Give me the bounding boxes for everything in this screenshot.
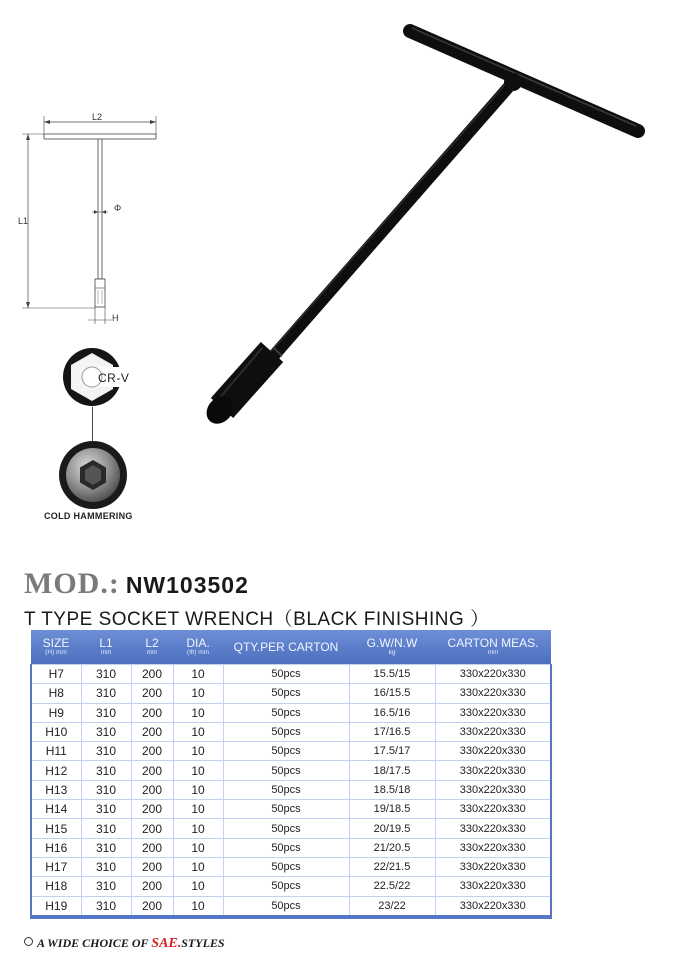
cell-carton-meas: 330x220x330 bbox=[435, 896, 551, 917]
table-row bbox=[31, 838, 551, 857]
cell-size: H8 bbox=[31, 684, 81, 703]
cell-l1: 310 bbox=[81, 857, 131, 876]
header-weight bbox=[349, 630, 435, 665]
cell-l2: 200 bbox=[131, 703, 173, 722]
cell-dia: 10 bbox=[173, 896, 223, 917]
cell-size: H9 bbox=[31, 703, 81, 722]
cell-l2: 200 bbox=[131, 896, 173, 917]
table-row bbox=[31, 665, 551, 684]
cold-hammering-badge bbox=[58, 440, 128, 510]
cell-size: H15 bbox=[31, 819, 81, 838]
cell-qty: 50pcs bbox=[223, 684, 349, 703]
circle-bullet-icon bbox=[24, 937, 33, 946]
cell-weight: 18.5/18 bbox=[349, 780, 435, 799]
table-row bbox=[31, 761, 551, 780]
cell-weight: 20/19.5 bbox=[349, 819, 435, 838]
cell-carton-meas: 330x220x330 bbox=[435, 838, 551, 857]
footer-highlight: SAE. bbox=[151, 936, 182, 951]
cell-l2: 200 bbox=[131, 819, 173, 838]
spec-table bbox=[30, 630, 552, 919]
table-row bbox=[31, 742, 551, 761]
table-row bbox=[31, 819, 551, 838]
header-size bbox=[31, 630, 81, 665]
cell-dia: 10 bbox=[173, 877, 223, 896]
cell-l1: 310 bbox=[81, 896, 131, 917]
cell-l1: 310 bbox=[81, 742, 131, 761]
header-qty bbox=[223, 630, 349, 665]
cell-dia: 10 bbox=[173, 800, 223, 819]
product-title: T TYPE SOCKET WRENCH（BLACK FINISHING ） bbox=[24, 609, 490, 630]
cell-l1: 310 bbox=[81, 665, 131, 684]
header-label: L1 bbox=[99, 636, 113, 650]
header-unit: (Φ) mm bbox=[186, 649, 210, 656]
cell-carton-meas: 330x220x330 bbox=[435, 800, 551, 819]
header-label: SIZE bbox=[42, 636, 70, 650]
table-row bbox=[31, 703, 551, 722]
cell-l2: 200 bbox=[131, 722, 173, 741]
cell-dia: 10 bbox=[173, 722, 223, 741]
cell-l2: 200 bbox=[131, 857, 173, 876]
header-label: L2 bbox=[145, 636, 159, 650]
header-label: QTY.PER CARTON bbox=[233, 640, 339, 654]
table-row bbox=[31, 896, 551, 917]
cell-size: H17 bbox=[31, 857, 81, 876]
cell-qty: 50pcs bbox=[223, 665, 349, 684]
cell-weight: 17.5/17 bbox=[349, 742, 435, 761]
cell-l2: 200 bbox=[131, 838, 173, 857]
header-label: CARTON MEAS. bbox=[447, 636, 539, 650]
cell-size: H19 bbox=[31, 896, 81, 917]
cell-size: H12 bbox=[31, 761, 81, 780]
header-l2 bbox=[131, 630, 173, 665]
header-unit: (H) mm bbox=[45, 649, 67, 656]
cell-qty: 50pcs bbox=[223, 877, 349, 896]
table-row bbox=[31, 877, 551, 896]
spec-table-body bbox=[31, 665, 551, 917]
footer-prefix: A WIDE CHOICE OF bbox=[37, 936, 152, 950]
cell-dia: 10 bbox=[173, 819, 223, 838]
label-h: H bbox=[112, 313, 119, 323]
cell-carton-meas: 330x220x330 bbox=[435, 857, 551, 876]
cell-qty: 50pcs bbox=[223, 896, 349, 917]
cell-dia: 10 bbox=[173, 857, 223, 876]
product-image bbox=[200, 20, 660, 430]
cell-qty: 50pcs bbox=[223, 838, 349, 857]
table-row bbox=[31, 780, 551, 799]
cell-l1: 310 bbox=[81, 703, 131, 722]
cell-carton-meas: 330x220x330 bbox=[435, 665, 551, 684]
cell-weight: 16/15.5 bbox=[349, 684, 435, 703]
cell-dia: 10 bbox=[173, 665, 223, 684]
cell-size: H13 bbox=[31, 780, 81, 799]
cell-carton-meas: 330x220x330 bbox=[435, 684, 551, 703]
cell-size: H16 bbox=[31, 838, 81, 857]
table-header-row bbox=[31, 630, 551, 665]
cell-qty: 50pcs bbox=[223, 761, 349, 780]
cell-l2: 200 bbox=[131, 800, 173, 819]
cell-dia: 10 bbox=[173, 703, 223, 722]
label-l1: L1 bbox=[18, 216, 29, 226]
cell-qty: 50pcs bbox=[223, 703, 349, 722]
cell-weight: 21/20.5 bbox=[349, 838, 435, 857]
cell-l1: 310 bbox=[81, 819, 131, 838]
header-unit: mm bbox=[100, 649, 112, 656]
t-socket-wrench-illustration bbox=[200, 20, 660, 430]
cell-qty: 50pcs bbox=[223, 742, 349, 761]
cell-carton-meas: 330x220x330 bbox=[435, 742, 551, 761]
crv-label: CR-V bbox=[98, 371, 130, 385]
header-carton-meas bbox=[435, 630, 551, 665]
cell-dia: 10 bbox=[173, 742, 223, 761]
cell-qty: 50pcs bbox=[223, 780, 349, 799]
model-prefix: MOD.: bbox=[24, 567, 120, 600]
cell-l1: 310 bbox=[81, 761, 131, 780]
header-unit: mm bbox=[487, 649, 499, 656]
header-unit: mm bbox=[146, 649, 158, 656]
t-wrench-dimension-drawing bbox=[10, 108, 170, 328]
cell-weight: 16.5/16 bbox=[349, 703, 435, 722]
cell-carton-meas: 330x220x330 bbox=[435, 819, 551, 838]
cell-dia: 10 bbox=[173, 838, 223, 857]
cell-carton-meas: 330x220x330 bbox=[435, 722, 551, 741]
cell-size: H18 bbox=[31, 877, 81, 896]
cell-weight: 15.5/15 bbox=[349, 665, 435, 684]
cell-l2: 200 bbox=[131, 665, 173, 684]
header-label: DIA. bbox=[186, 636, 210, 650]
header-dia bbox=[173, 630, 223, 665]
cell-carton-meas: 330x220x330 bbox=[435, 780, 551, 799]
cold-hammering-label: COLD HAMMERING bbox=[44, 511, 133, 521]
table-row bbox=[31, 857, 551, 876]
cell-weight: 17/16.5 bbox=[349, 722, 435, 741]
table-row bbox=[31, 800, 551, 819]
cell-qty: 50pcs bbox=[223, 857, 349, 876]
footer-note bbox=[24, 936, 225, 952]
cell-l2: 200 bbox=[131, 684, 173, 703]
cell-weight: 23/22 bbox=[349, 896, 435, 917]
cell-l1: 310 bbox=[81, 722, 131, 741]
cell-l1: 310 bbox=[81, 800, 131, 819]
connector-line bbox=[92, 407, 93, 443]
cell-size: H7 bbox=[31, 665, 81, 684]
cell-qty: 50pcs bbox=[223, 819, 349, 838]
cell-weight: 22.5/22 bbox=[349, 877, 435, 896]
cell-l2: 200 bbox=[131, 780, 173, 799]
table-row bbox=[31, 684, 551, 703]
header-label: G.W/N.W bbox=[366, 636, 418, 650]
cell-l2: 200 bbox=[131, 742, 173, 761]
cell-l2: 200 bbox=[131, 761, 173, 780]
cell-carton-meas: 330x220x330 bbox=[435, 761, 551, 780]
cell-l1: 310 bbox=[81, 684, 131, 703]
cell-l1: 310 bbox=[81, 838, 131, 857]
cell-size: H11 bbox=[31, 742, 81, 761]
header-l1 bbox=[81, 630, 131, 665]
model-heading bbox=[24, 567, 249, 603]
footer-suffix: STYLES bbox=[181, 936, 225, 950]
cell-qty: 50pcs bbox=[223, 722, 349, 741]
cell-l2: 200 bbox=[131, 877, 173, 896]
label-dia: Φ bbox=[114, 203, 122, 213]
cell-dia: 10 bbox=[173, 761, 223, 780]
label-l2: L2 bbox=[92, 112, 103, 122]
cell-dia: 10 bbox=[173, 780, 223, 799]
cell-weight: 22/21.5 bbox=[349, 857, 435, 876]
cell-qty: 50pcs bbox=[223, 800, 349, 819]
cell-weight: 19/18.5 bbox=[349, 800, 435, 819]
cell-size: H14 bbox=[31, 800, 81, 819]
header-unit: kg bbox=[388, 649, 396, 656]
socket-end-icon bbox=[58, 440, 128, 510]
cell-carton-meas: 330x220x330 bbox=[435, 877, 551, 896]
cell-carton-meas: 330x220x330 bbox=[435, 703, 551, 722]
cell-l1: 310 bbox=[81, 780, 131, 799]
cell-l1: 310 bbox=[81, 877, 131, 896]
dimension-diagram bbox=[10, 108, 170, 328]
model-number: NW103502 bbox=[125, 572, 249, 598]
cell-size: H10 bbox=[31, 722, 81, 741]
cell-weight: 18/17.5 bbox=[349, 761, 435, 780]
cell-dia: 10 bbox=[173, 684, 223, 703]
table-row bbox=[31, 722, 551, 741]
